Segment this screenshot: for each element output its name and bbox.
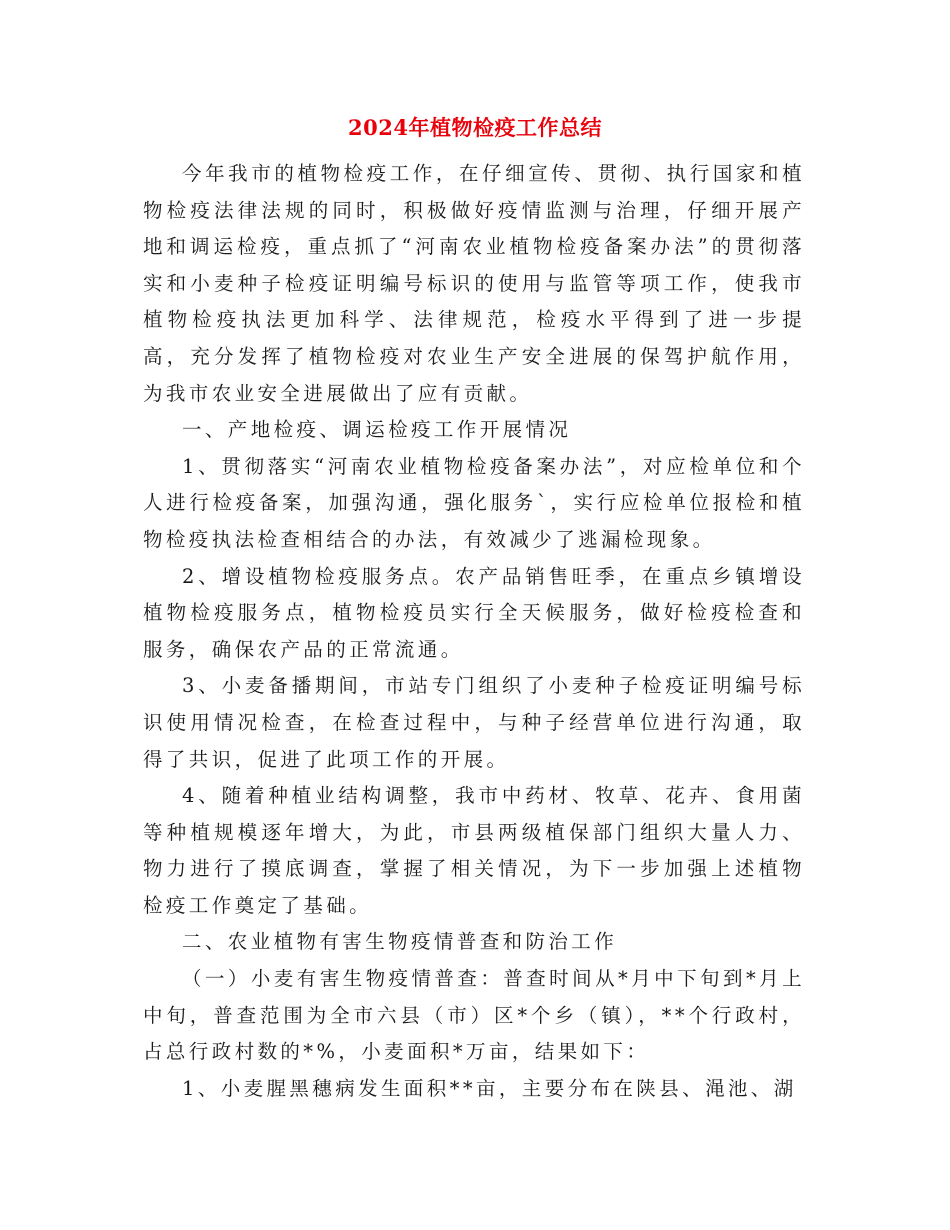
document-body <box>143 156 805 1107</box>
document-title: 2024年植物检疫工作总结 <box>348 115 602 140</box>
paragraph-item-4: 4、随着种植业结构调整，我市中药材、牧草、花卉、食用菌等种植规模逐年增大，为此，市县两级植保部门组织大量人力、物力进行了摸底调查，掌握了相关情况，为下一步加强上述植物检疫工作奠定了基础。 <box>143 784 805 917</box>
paragraph-item-1: 1、贯彻落实“河南农业植物检疫备案办法”，对应检单位和个人进行检疫备案，加强沟通，强化服务`，实行应检单位报检和植物检疫执法检查相结合的办法，有效减少了逃漏检现象。 <box>143 454 805 551</box>
section-heading-2: 二、农业植物有害生物疫情普查和防治工作 <box>182 930 618 954</box>
section-heading-1: 一、产地检疫、调运检疫工作开展情况 <box>182 418 572 442</box>
paragraph-result-1: 1、小麦腥黑穗病发生面积**亩，主要分布在陕县、渑池、湖 <box>182 1076 797 1100</box>
paragraph-item-3: 3、小麦备播期间，市站专门组织了小麦种子检疫证明编号标识使用情况检查，在检查过程中，与种子经营单位进行沟通，取得了共识，促进了此项工作的开展。 <box>143 674 805 771</box>
paragraph-intro: 今年我市的植物检疫工作，在仔细宣传、贯彻、执行国家和植物检疫法律法规的同时，积极做好疫情监测与治理，仔细开展产地和调运检疫，重点抓了“河南农业植物检疫备案办法”的贯彻落实和小麦种子检疫证明编号标识的使用与监管等项工作，使我市植物检疫执法更加科学、法律规范，检疫水平得到了进一步提高，充分发挥了植物检疫对农业生产安全进展的保驾护航作用，为我市农业安全进展做出了应有贡献。 <box>143 162 805 405</box>
paragraph-item-2: 2、增设植物检疫服务点。农产品销售旺季，在重点乡镇增设植物检疫服务点，植物检疫员实行全天候服务，做好检疫检查和服务，确保农产品的正常流通。 <box>143 564 805 661</box>
paragraph-subsection-1: （一）小麦有害生物疫情普查：普查时间从*月中下旬到*月上中旬，普查范围为全市六县（市）区*个乡（镇），**个行政村，占总行政村数的*%，小麦面积*万亩，结果如下： <box>143 967 805 1064</box>
